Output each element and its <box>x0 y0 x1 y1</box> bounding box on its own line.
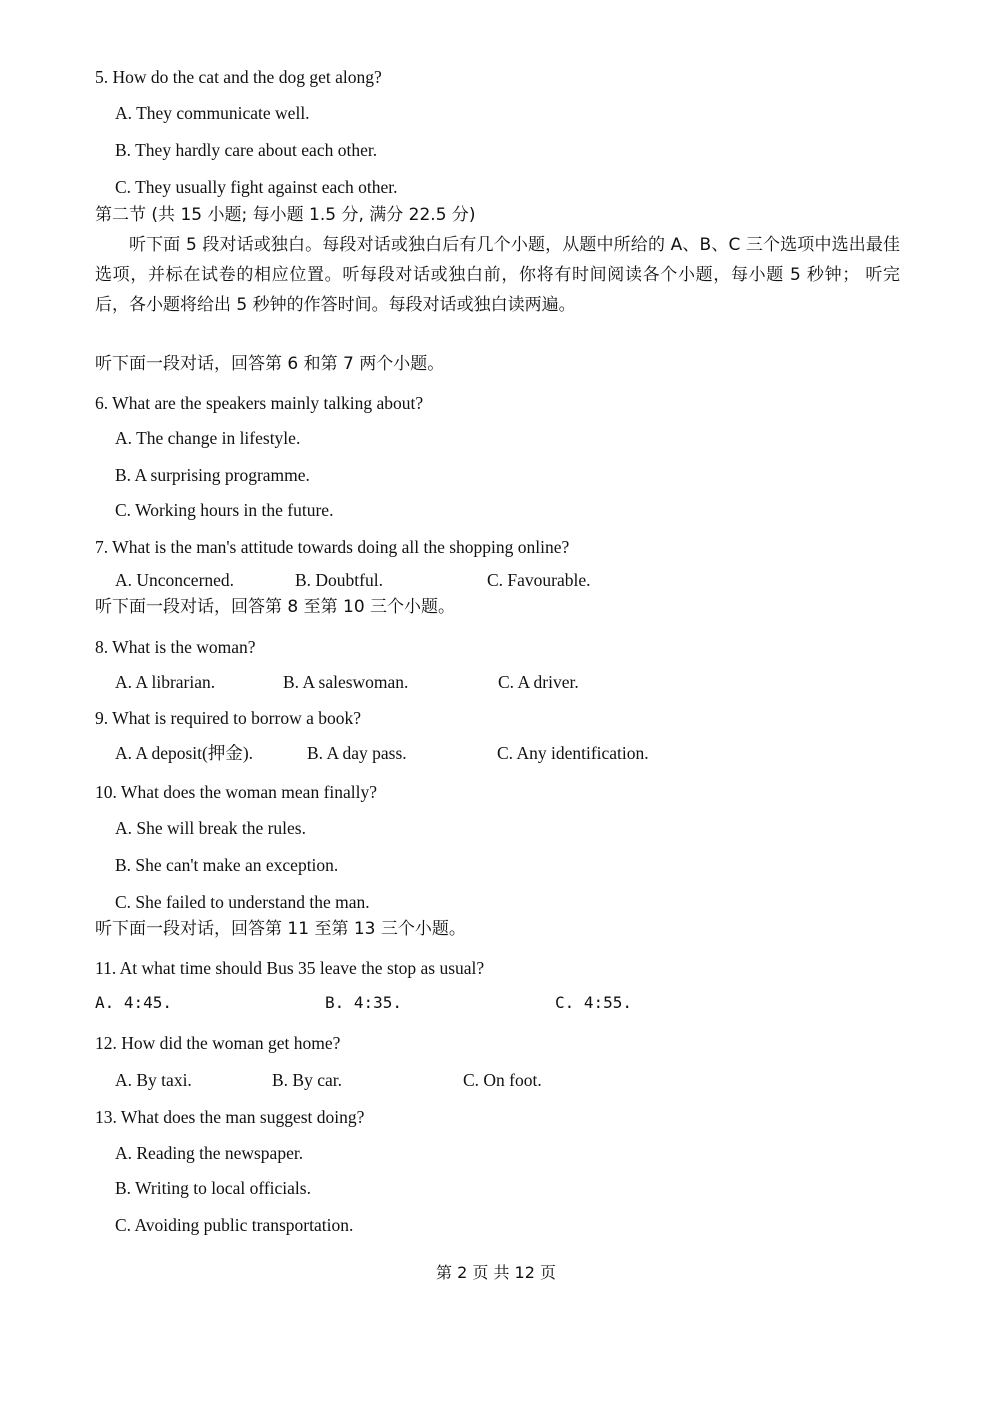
question-6-option-c: C. Working hours in the future. <box>115 500 334 520</box>
question-11-option-b: B. 4:35. <box>325 993 403 1012</box>
question-8-stem: 8. What is the woman? <box>95 637 256 657</box>
question-9-option-c: C. Any identification. <box>497 743 649 763</box>
question-5-option-b: B. They hardly care about each other. <box>115 140 378 160</box>
question-10-option-c: C. She failed to understand the man. <box>115 892 370 912</box>
question-13-option-b: B. Writing to local officials. <box>115 1178 311 1198</box>
group-8-10-intro: 听下面一段对话，回答第 8 至第 10 三个小题。 <box>95 597 456 617</box>
question-7-option-a: A. Unconcerned. <box>115 570 235 590</box>
question-6-option-a: A. The change in lifestyle. <box>115 428 301 448</box>
question-12-stem: 12. How did the woman get home? <box>95 1033 341 1053</box>
question-5-stem: 5. How do the cat and the dog get along? <box>95 67 382 87</box>
question-10-option-b: B. She can't make an exception. <box>115 855 339 875</box>
question-5-option-c: C. They usually fight against each other. <box>115 177 398 197</box>
section-2-heading: 第二节 (共 15 小题; 每小题 1.5 分, 满分 22.5 分) <box>95 205 476 225</box>
question-13-option-a: A. Reading the newspaper. <box>115 1143 304 1163</box>
section-2-instructions: 听下面 5 段对话或独白。每段对话或独白后有几个小题，从题中所给的 A、B、C 三个选项中选出最佳选项，并标在试卷的相应位置。听每段对话或独白前，你将有时间阅读各个小题，每小题 5 秒钟； 听完后，各小题将给出 5 秒钟的作答时间。每段对话或独白读两遍。 <box>95 235 900 315</box>
question-7-option-b: B. Doubtful. <box>295 570 383 590</box>
question-6-stem: 6. What are the speakers mainly talking about? <box>95 393 424 413</box>
group-6-7-intro: 听下面一段对话，回答第 6 和第 7 两个小题。 <box>95 354 445 374</box>
question-11-stem: 11. At what time should Bus 35 leave the stop as usual? <box>95 958 485 978</box>
question-7-stem: 7. What is the man's attitude towards doing all the shopping online? <box>95 537 570 557</box>
question-5-option-a: A. They communicate well. <box>115 103 310 123</box>
question-11-option-c: C. 4:55. <box>555 993 633 1012</box>
question-7-option-c: C. Favourable. <box>487 570 591 590</box>
question-8-option-c: C. A driver. <box>498 672 579 692</box>
question-6-option-b: B. A surprising programme. <box>115 465 310 485</box>
group-11-13-intro: 听下面一段对话，回答第 11 至第 13 三个小题。 <box>95 919 466 939</box>
question-9-stem: 9. What is required to borrow a book? <box>95 708 361 728</box>
question-12-option-b: B. By car. <box>272 1070 342 1090</box>
question-9-option-a: A. A deposit(押金). <box>115 743 254 763</box>
question-9-option-b: B. A day pass. <box>307 743 407 763</box>
question-12-option-c: C. On foot. <box>463 1070 542 1090</box>
page-number-footer: 第 2 页 共 12 页 <box>436 1263 556 1282</box>
question-12-option-a: A. By taxi. <box>115 1070 192 1090</box>
question-10-stem: 10. What does the woman mean finally? <box>95 782 378 802</box>
question-13-stem: 13. What does the man suggest doing? <box>95 1107 365 1127</box>
question-13-option-c: C. Avoiding public transportation. <box>115 1215 354 1235</box>
question-10-option-a: A. She will break the rules. <box>115 818 306 838</box>
question-11-option-a: A. 4:45. <box>95 993 173 1012</box>
question-8-option-a: A. A librarian. <box>115 672 216 692</box>
question-8-option-b: B. A saleswoman. <box>283 672 409 692</box>
